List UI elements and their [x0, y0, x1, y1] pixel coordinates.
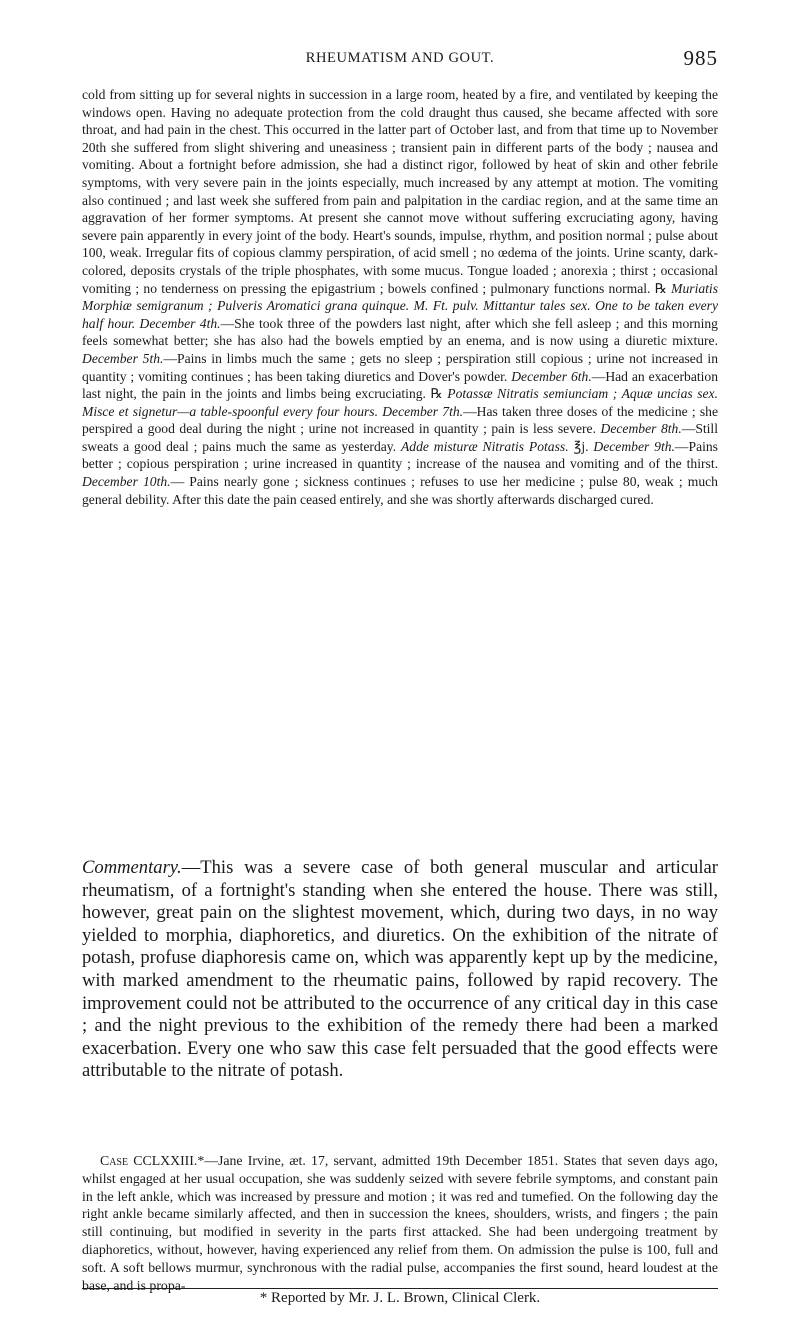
date-dec-7: December 7th.: [382, 403, 464, 419]
date-dec-8: December 8th.: [600, 421, 682, 437]
footnote-divider: [82, 1288, 718, 1289]
page-number: 985: [683, 46, 718, 70]
note-dec-10: — Pains nearly gone ; sickness continues ; refuses to use her medicine ; pulse 80, weak ; much general debility. After this date the pain ceased entirely, and she was shortly afterwards discharged cured.: [82, 474, 718, 507]
note-dec-7: —Has taken three doses of the medicine ; she perspired a good deal during the night ; urine not increased in quantity ; pain is less severe.: [82, 403, 718, 437]
case-ccxxiii-section: [82, 1152, 718, 1294]
note-dec-8: —Still sweats a good deal ; pains much the same as yesterday.: [82, 421, 718, 454]
page-header: [82, 46, 718, 68]
date-dec-10: December 10th.: [82, 474, 171, 490]
note-dec-5: —Pains in limbs much the same ; gets no sleep ; perspiration still copious ; urine not increased in quantity ; vomiting continues ; has been taking diuretics and Dover's powder.: [82, 350, 718, 384]
case-notes-paragraph: [82, 86, 718, 508]
case-ccxxiii-text: —Jane Irvine, æt. 17, servant, admitted 19th December 1851. States that seven days ago, whilst engaged at her usual occupation, she was suddenly seized with severe febrile symptoms, and constant pain in the left ankle, which was increased by pressure and motion ; it was red and tumefied. On the following day the right ankle became similarly affected, and then in succession the knees, shoulders, wrists, and fingers ; the pain still continuing, but modified in severity in the parts first attacked. She had been undergoing treatment by diaphoretics, without, however, having experienced any relief from them. On admission the pulse is 100, full and soft. A soft bellows murmur, synchronous with the radial pulse, accompanies the first sound, heard loudest at the base, and is propa-: [82, 1153, 718, 1293]
prescription-3-quantity: ℥j.: [573, 438, 589, 454]
note-dec-6: —Had an exacerbation last night, the pain in the joints and limbs being excruciating. ℞: [82, 368, 719, 402]
date-dec-5: December 5th.: [82, 350, 164, 366]
prescription-1: Muriatis Morphiæ semigranum ; Pulveris Aromatici grana quinque. M. Ft. pulv. Mittantur tales sex. One to be taken every half hour.: [82, 280, 718, 331]
note-dec-9: —Pains better ; copious perspiration ; urine increased in quantity ; increase of the nausea and vomiting and of the thirst.: [82, 438, 718, 472]
case-notes: [82, 86, 718, 508]
date-dec-6: December 6th.: [511, 368, 592, 384]
commentary-section: [82, 857, 718, 1083]
case-label: Case CCLXXIII.: [100, 1153, 198, 1168]
date-dec-4: December 4th.: [139, 315, 221, 331]
case-history-text: cold from sitting up for several nights in succession in a large room, heated by a fire, and ventilated by keeping the windows open. Having no adequate protection from the cold draught thus caused, she became affected with sore throat, and had pain in the chest. This occurred in the latter part of October last, and from that time up to November 20th she suffered from slight shivering and uneasiness ; transient pain in different parts of the body ; nausea and vomiting. About a fortnight before admission, she had a distinct rigor, followed by heat of skin and other febrile symptoms, with very severe pain in the joints especially, much increased by any attempt at motion. The vomiting also continued ; and last week she suffered from pain and palpitation in the cardiac region, and at the same time an aggravation of her former symptoms. At present she cannot move without suffering excruciating agony, having severe pain apparently in every joint of the body. Heart's sounds, impulse, rhythm, and position normal ; pulse about 100, weak. Irregular fits of copious clammy perspiration, of acid smell ; no œdema of the joints. Urine scanty, dark-colored, deposits crystals of the triple phosphates, with some mucus. Tongue loaded ; anorexia ; thirst ; occasional vomiting ; no tenderness on pressing the epigastrium ; bowels confined ; pulmonary functions normal. ℞: [82, 87, 718, 296]
commentary-paragraph: [82, 857, 718, 1083]
date-dec-9: December 9th.: [593, 438, 675, 454]
prescription-2: Potassæ Nitratis semiunciam ; Aquæ uncias sex. Misce et signetur—a table-spoonful every four hours.: [82, 386, 718, 419]
prescription-3: Adde misturæ Nitratis Potass.: [400, 438, 569, 454]
footnote: * Reported by Mr. J. L. Brown, Clinical Clerk.: [259, 1290, 541, 1306]
footnote-marker: *: [197, 1153, 205, 1168]
case-ccxxiii-paragraph: [82, 1152, 718, 1294]
commentary-text: —This was a severe case of both general muscular and articular rheumatism, of a fortnight's standing when she entered the house. There was still, however, great pain on the slightest movement, which, during two days, in no way yielded to morphia, diaphoretics, and diuretics. On the exhibition of the nitrate of potash, profuse diaphoresis came on, which was apparently kept up by the medicine, with marked amendment to the rheumatic pains, followed by rapid recovery. The improvement could not be attributed to the occurrence of any critical day in this case ; and the night previous to the exhibition of the remedy there had been a marked exacerbation. Every one who saw this case felt persuaded that the good effects were attributable to the nitrate of potash.: [82, 857, 718, 1082]
running-title: RHEUMATISM AND GOUT.: [305, 50, 495, 66]
commentary-label: Commentary.: [82, 857, 182, 878]
note-dec-4: —She took three of the powders last night, after which she fell asleep ; and this morning feels somewhat better; she has also had the bowels emptied by an enema, and is now using a diuretic mixture.: [82, 315, 718, 349]
